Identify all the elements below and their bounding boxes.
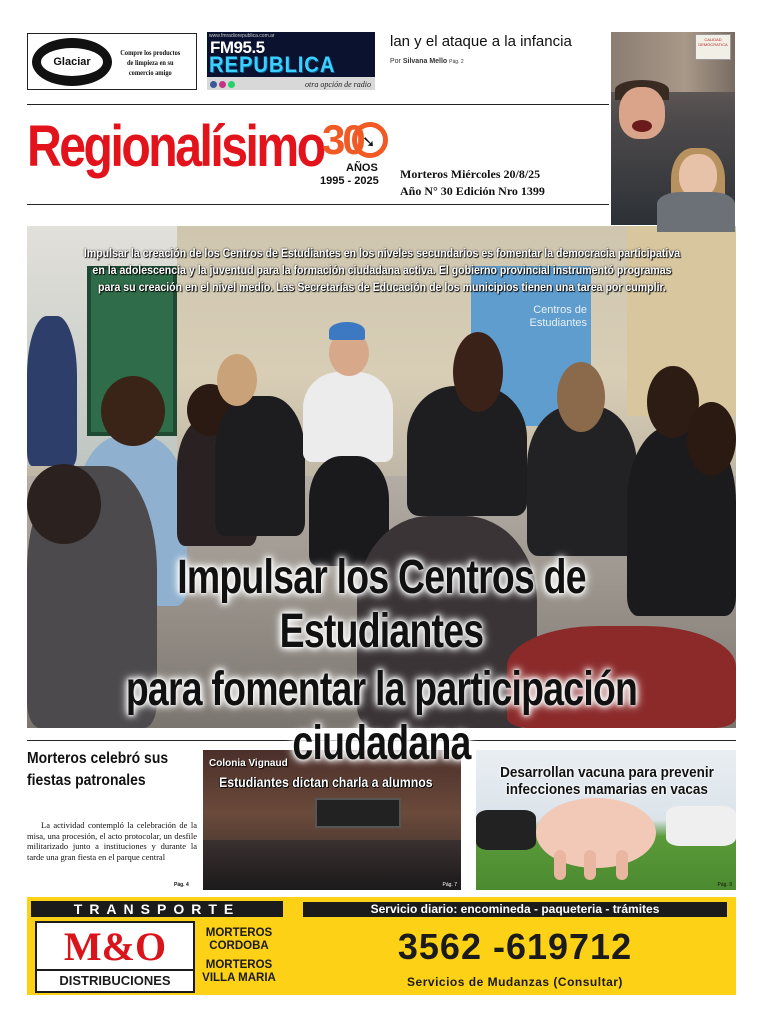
cap-icon <box>329 322 365 340</box>
story2-photo-crowd <box>203 840 461 890</box>
story2-page: Pág. 7 <box>442 882 457 888</box>
edition-date: Morteros Miércoles 20/8/25 <box>400 167 541 181</box>
story3-photo-teat <box>554 850 566 880</box>
story1-title[interactable]: Morteros celebró sus fiestas patronales <box>27 750 169 789</box>
whatsapp-icon <box>228 81 235 88</box>
route1-destination: CORDOBA <box>209 940 269 952</box>
story2-title[interactable]: Estudiantes dictan charla a alumnos <box>219 774 433 790</box>
hero-headline-line2[interactable]: para fomentar la participación ciudadana <box>125 663 638 770</box>
teaser-photo-sign: CALIDAD DEMOCRATICA <box>695 34 731 60</box>
student-head <box>27 464 101 544</box>
story3-photo-cow-dark <box>476 810 536 850</box>
teaser-story[interactable] <box>390 32 605 65</box>
story3-photo-teat <box>616 850 628 880</box>
story-colonia-vignaud[interactable] <box>203 750 461 890</box>
transport-band: TRANSPORTE <box>31 901 283 917</box>
story3-photo-teat <box>584 850 596 880</box>
route2-destination: VILLA MARIA <box>202 972 276 984</box>
teaser-author: Silvana Mello <box>402 58 448 65</box>
teaser-page: Pág. 2 <box>449 59 464 65</box>
story3-page: Pág. 9 <box>717 882 732 888</box>
fm-name: REPUBLICA <box>209 52 336 77</box>
hero-headline-line1[interactable]: Impulsar los Centros de Estudiantes <box>177 551 586 658</box>
teaser-photo-mouth <box>632 120 652 132</box>
story2-kicker: Colonia Vignaud <box>209 758 288 769</box>
teaser-photo[interactable] <box>611 32 735 225</box>
student-head <box>687 402 736 476</box>
transport-brand-sub: DISTRIBUCIONES <box>37 969 193 991</box>
story3-title[interactable]: Desarrollan vacuna para prevenir infecciones mamarias en vacas <box>500 764 714 798</box>
student-head <box>453 332 503 412</box>
student-figure <box>303 372 393 462</box>
teaser-title[interactable]: lan y el ataque a la infancia <box>390 33 572 50</box>
story3-photo-cow-light <box>666 806 736 846</box>
fm-social-icons <box>210 81 235 88</box>
story2-photo-board <box>315 798 401 828</box>
masthead-title: Regionalísimo <box>27 114 324 179</box>
transport-phone: 3562 -619712 <box>397 926 633 967</box>
student-head <box>101 376 165 446</box>
fm-slogan: otra opción de radio <box>305 80 371 89</box>
facebook-icon <box>210 81 217 88</box>
instagram-icon <box>219 81 226 88</box>
story1-body: La actividad contempló la celebración de la misa, una procesión, el acto protocolar, un desfile militarizado junto a instituciones y durante la tarde una gran fiesta en el parque central <box>27 820 197 862</box>
student-head <box>217 354 257 406</box>
student-figure <box>215 396 305 536</box>
anniversary-number: 30 <box>322 116 363 163</box>
header-rule-top <box>27 104 609 105</box>
transport-brand: M&O <box>63 924 167 969</box>
teaser-byline <box>390 58 605 65</box>
glaciar-logo <box>32 38 112 86</box>
ad-glaciar <box>27 33 197 90</box>
teaser-by-prefix: Por <box>390 58 401 65</box>
edition-number: Año N° 30 Edición Nro 1399 <box>400 184 545 198</box>
arrow-icon: ➘ <box>362 134 376 151</box>
student-head <box>557 362 605 432</box>
transport-brand-box <box>35 921 195 993</box>
fm-station: FM95.5 <box>210 38 265 57</box>
route1-origin: MORTEROS <box>205 927 273 939</box>
ad-transport <box>27 897 736 995</box>
anniversary-years: 1995 - 2025 <box>320 175 379 187</box>
teaser-photo-body-girl <box>657 192 735 232</box>
glaciar-logo-text: Glaciar <box>41 48 103 76</box>
anniversary-label: AÑOS <box>346 162 378 174</box>
story-vacuna-vacas[interactable] <box>476 750 736 890</box>
transport-moves: Servicios de Mudanzas (Consultar) <box>407 975 623 989</box>
glaciar-ad-text: Compre los productos de limpieza en su comercio amigo <box>120 48 181 77</box>
student-figure <box>27 316 77 466</box>
ad-fm-republica <box>207 32 375 90</box>
story1-page: Pág. 4 <box>174 882 189 888</box>
hero-summary: Impulsar la creación de los Centros de Estudiantes en los niveles secundarios es fomentar la democracia participativa en la adolescencia y la juventud para la formación ciudadana activa. El gobierno provincial instrumentó programas para su creación en el nivel medio. Las Secretarías de Educación de los municipios tienen una tarea por cumplir. <box>83 248 681 294</box>
anniversary-logo <box>318 118 394 196</box>
route2-origin: MORTEROS <box>205 959 273 971</box>
transport-routes <box>199 927 279 985</box>
fm-url: www.fmradiorepublica.com.ar <box>209 33 275 39</box>
masthead-rule <box>27 204 609 205</box>
hero-headline[interactable] <box>27 551 736 771</box>
transport-service-line: Servicio diario: encomineda - paqueteria - trámites <box>303 902 727 917</box>
hero-banner-text: Centros de Estudiantes <box>529 304 587 329</box>
edition-info <box>400 166 545 200</box>
